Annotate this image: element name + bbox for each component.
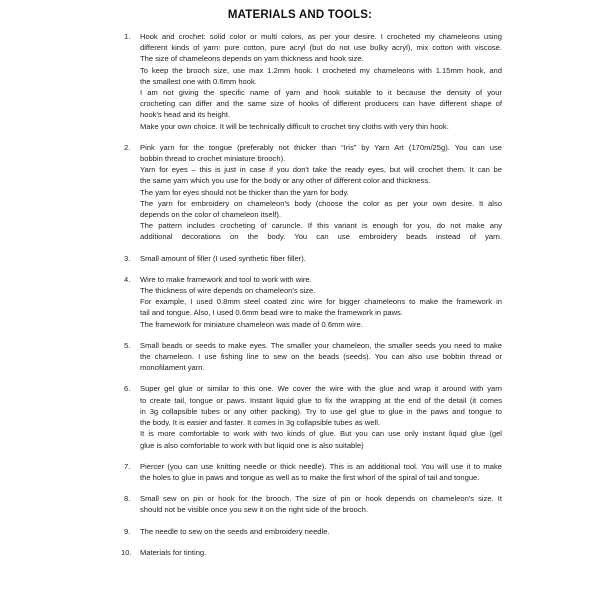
item-text-line: The yarn for embroidery on chameleon's body (choose the color as per your own desire. It also — [140, 198, 502, 208]
item-text-line: The framework for miniature chameleon was made of 0.6mm wire. — [140, 319, 363, 329]
item-text-line: additional decorations on the body. You can use embroidery beads instead of yarn. — [140, 232, 502, 242]
item-text-line: The pattern includes crocheting of caruncle. If this variant is enough for you, do not make any — [140, 221, 502, 231]
item-text-line: bobbin thread to crochet miniature brooch). — [140, 154, 286, 164]
item-text-line: hook's head and its height. — [140, 110, 231, 120]
item-text-line: To keep the brooch size, use max 1.2mm hook. I crocheted my chameleons with 1.15mm hook, and — [140, 65, 502, 75]
item-text-line: the holes to glue in paws and tongue as well as to make the first whorl of the spiral of tail and tongue. — [140, 472, 480, 482]
item-text-line: Make your own choice. It will be technically difficult to crochet tiny cloths with very thin hook. — [140, 121, 449, 131]
item-number: 6. — [124, 384, 131, 394]
item-text-line: in 3g collapsible tubes or any other packing). Try to use gel glue to glue in the paws and tongue to — [140, 406, 502, 416]
list-item-6 — [112, 383, 502, 450]
list-item-4 — [112, 274, 502, 330]
item-text-line: Small beads or seeds to make eyes. The smaller your chameleon, the smaller seeds you need to make — [140, 340, 502, 350]
item-text-line: crocheting can differ and the same size of hooks of different producers can have different shape of — [140, 99, 502, 109]
item-text-line: the same yarn which you use for the body or any other of different color and thickness. — [140, 176, 431, 186]
item-number: 10. — [121, 547, 132, 557]
item-text-line: monofilament yarn. — [140, 363, 205, 373]
item-text-line: the chameleon. I use fishing line to sew on the beads (seeds). You can also use bobbin thread or — [140, 352, 502, 362]
item-number: 4. — [124, 274, 131, 284]
list-item-5 — [112, 340, 502, 374]
item-number: 5. — [124, 340, 131, 350]
item-text-line: Small amount of filler (I used synthetic fiber filler). — [140, 253, 306, 263]
item-text-line: depends on the color of chameleon itself). — [140, 210, 281, 220]
list-item-3 — [112, 253, 502, 264]
item-text-line: Materials for tinting. — [140, 547, 207, 557]
item-text-line: Yarn for eyes – this is just in case if you don't take the ready eyes, but will crochet them. It can be — [140, 165, 502, 175]
item-number: 8. — [124, 494, 131, 504]
item-text-line: The size of chameleons depends on yarn thickness and hook size. — [140, 54, 364, 64]
item-number: 9. — [124, 526, 131, 536]
list-item-7 — [112, 461, 502, 483]
item-text-line: The needle to sew on the seeds and embroidery needle. — [140, 526, 330, 536]
item-text-line: glue is also comfortable to work with but liquid one is also suitable) — [140, 440, 364, 450]
item-text-line: Wire to make framework and tool to work with wire. — [140, 274, 312, 284]
item-text-line: I am not giving the specific name of yarn and hook suitable to it because the density of your — [140, 88, 502, 98]
item-text-line: It is more comfortable to work with two kinds of glue. But you can use only instant liquid glue (gel — [140, 429, 502, 439]
item-text-line: The thickness of wire depends on chameleon's size. — [140, 286, 316, 296]
item-number: 1. — [124, 32, 131, 41]
item-text-line: to create tail, tongue or paws. Instant liquid glue to fix the wrapping at the end of the detail (it comes — [140, 395, 502, 405]
item-text-line: should not be visible once you sew it on the right side of the brooch. — [140, 505, 368, 515]
list-item-9 — [112, 526, 502, 537]
item-text-line: For example, I used 0.8mm steel coated zinc wire for bigger chameleons to make the framework in — [140, 297, 502, 307]
item-text-line: different kinds of yarn: pure cotton, pure acryl (but do not use bulky acryl), mix cotton with viscose. — [140, 43, 502, 53]
item-text-line: the body. It is easier and faster. It comes in 3g collapsible tubes as well. — [140, 418, 381, 428]
item-number: 3. — [124, 253, 131, 263]
item-text-line: tail and tongue. Also, I used 0.6mm bead wire to make the framework in paws. — [140, 308, 403, 318]
list-item-2 — [112, 142, 502, 243]
item-text-line: Piercer (you can use knitting needle or thick needle). This is an additional tool. You will use it to make — [140, 461, 502, 471]
item-text-line: The yarn for eyes should not be thicker than the yarn for body. — [140, 187, 349, 197]
list-item-10 — [112, 547, 502, 558]
item-number: 2. — [124, 142, 131, 152]
item-text-line: Super gel glue or similar to this one. We cover the wire with the glue and wrap it around with yarn — [140, 384, 502, 394]
item-number: 7. — [124, 461, 131, 471]
page-title: MATERIALS AND TOOLS: — [227, 9, 373, 21]
item-text-line: Hook and crochet: solid color or multi colors, as per your desire. I crocheted my chameleons using — [140, 32, 502, 41]
list-item-1 — [112, 31, 502, 132]
item-text-line: Pink yarn for the tongue (preferably not thicker than “Iris” by Yarn Art (170m/25g). You can use — [140, 142, 502, 152]
materials-list — [112, 31, 502, 568]
list-item-8 — [112, 493, 502, 515]
item-text-line: Small sew on pin or hook for the brooch. The size of pin or hook depends on chameleon's size. It — [140, 494, 502, 504]
item-text-line: the smallest one with 0.6mm hook. — [140, 76, 257, 86]
